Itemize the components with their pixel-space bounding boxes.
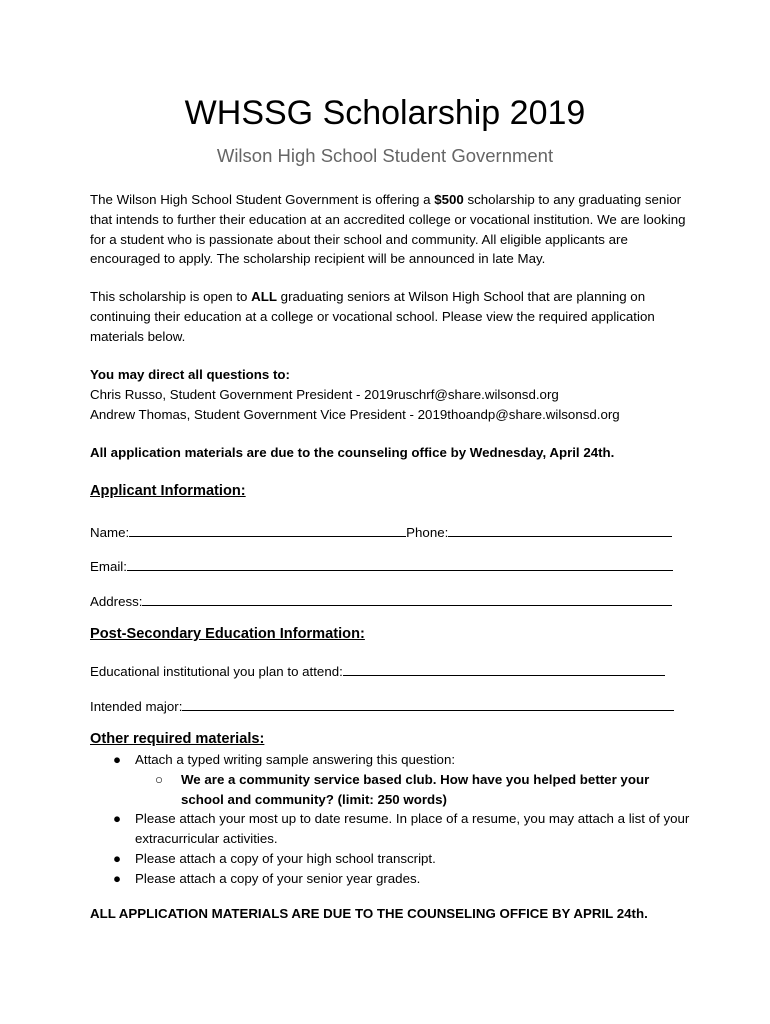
contact-president: Chris Russo, Student Government President - 2019ruschrf@share.wilsonsd.org (90, 386, 559, 402)
bullet-icon: ● (112, 752, 122, 767)
contacts-section (90, 365, 690, 424)
major-row (90, 696, 674, 716)
institution-field[interactable] (343, 661, 665, 676)
sub-bullet-icon: ○ (154, 771, 164, 787)
address-row (90, 591, 672, 611)
page-title: WHSSG Scholarship 2019 (184, 94, 586, 132)
name-field[interactable] (129, 522, 406, 537)
contacts-heading: You may direct all questions to: (90, 367, 290, 382)
bullet-icon: ● (112, 870, 122, 886)
footer-notice: ALL APPLICATION MATERIALS ARE DUE TO THE COUNSELING OFFICE BY APRIL 24th. (90, 906, 648, 921)
due-notice: All application materials are due to the counseling office by Wednesday, April 24th. (90, 445, 615, 460)
eligibility-emphasis: ALL (251, 289, 277, 304)
materials-list (90, 750, 690, 889)
bullet-icon: ● (112, 850, 122, 866)
list-item: ● Please attach a copy of your senior year grades. (90, 869, 690, 889)
name-label: Name: (90, 525, 130, 540)
intro-paragraph: The Wilson High School Student Government is offering a $500 scholarship to any graduating senior that intends to further their education at an accredited college or vocational institution. We are looking for a student who is passionate about their school and community. All eligible applicants are encouraged to apply. The scholarship recipient will be announced in late May. (90, 192, 686, 267)
email-label: Email: (90, 559, 127, 574)
list-item: ● Please attach a copy of your high school transcript. (90, 849, 690, 869)
scholarship-amount: $500 (434, 192, 464, 207)
materials-heading: Other required materials: (90, 731, 265, 747)
page-subtitle: Wilson High School Student Government (216, 145, 554, 166)
address-field[interactable] (142, 591, 672, 606)
major-label: Intended major: (90, 699, 183, 714)
writing-prompt: ○ We are a community service based club. How have you helped better your school and community? (limit: 250 words) (154, 771, 650, 807)
bullet-icon: ● (112, 811, 122, 827)
email-field[interactable] (127, 556, 673, 571)
applicant-info-heading: Applicant Information: (90, 483, 246, 499)
phone-label: Phone: (406, 525, 449, 540)
institution-row (90, 661, 665, 681)
phone-field[interactable] (448, 522, 672, 537)
major-field[interactable] (182, 696, 674, 711)
list-item: ● Please attach your most up to date resume. In place of a resume, you may attach a list of your extracurricular activities. (112, 811, 690, 847)
eligibility-paragraph: This scholarship is open to ALL graduating seniors at Wilson High School that are planning on continuing their education at a college or vocational school. Please view the required application materials below. (90, 289, 655, 344)
list-item: ● Attach a typed writing sample answering this question: (90, 750, 690, 770)
institution-label: Educational institutional you plan to attend: (90, 664, 343, 679)
email-row (90, 556, 673, 576)
name-phone-row (90, 522, 672, 542)
education-info-heading: Post-Secondary Education Information: (90, 626, 365, 642)
contact-vice-president: Andrew Thomas, Student Government Vice President - 2019thoandp@share.wilsonsd.org (90, 406, 620, 422)
address-label: Address: (90, 594, 143, 609)
